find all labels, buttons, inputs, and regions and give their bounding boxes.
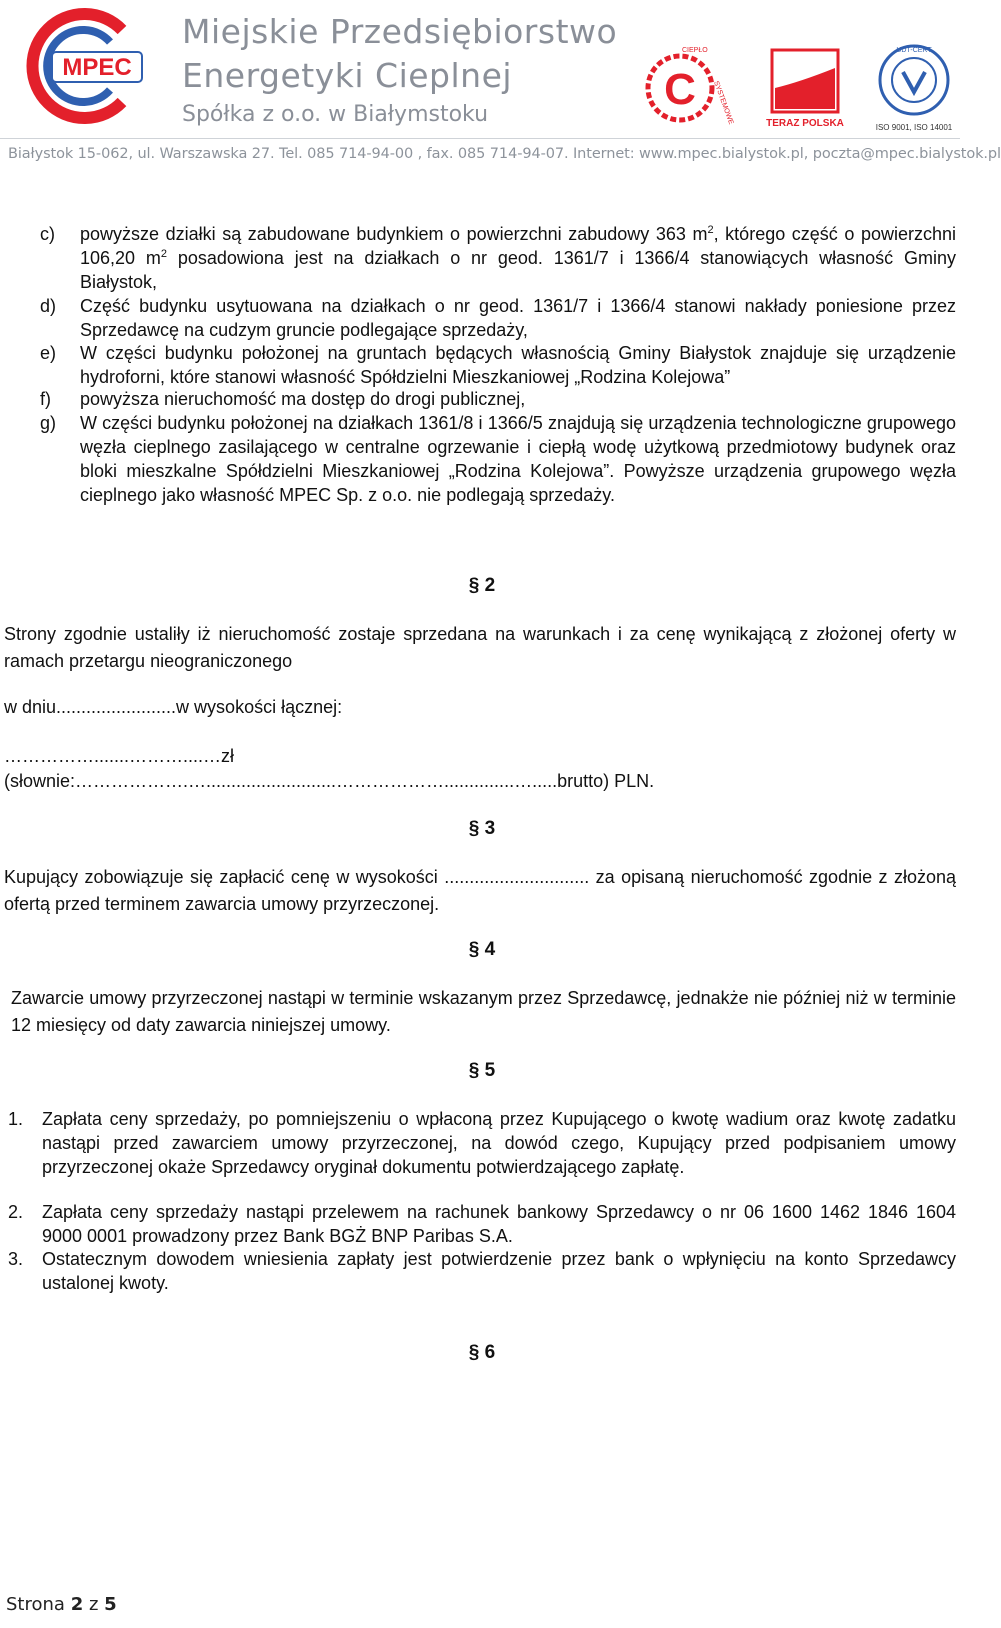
- list-item-f: [40, 387, 956, 411]
- section-2-date-line: w dniu........................w wysokości łącznej:: [4, 697, 343, 717]
- section-heading-6: § 6: [468, 1342, 496, 1363]
- section-2-paragraph: Strony zgodnie ustaliły iż nieruchomość zostaje sprzedana na warunkach i za cenę wynikającą z złożonej oferty w ramach przetargu nieograniczonego: [4, 624, 956, 671]
- company-address: Białystok 15-062, ul. Warszawska 27. Tel. 085 714-94-00 , fax. 085 714-94-07. Internet: www.mpec.bialystok.pl, poczta@mpec.bialystok.pl: [8, 146, 1001, 162]
- footer-page-number: 2: [70, 1594, 84, 1615]
- section-heading-5: § 5: [468, 1060, 496, 1081]
- list-item-c: [40, 222, 956, 294]
- list-item-e: [40, 341, 956, 389]
- company-line-3: Spółka z o.o. w Białymstoku: [182, 102, 489, 127]
- page-footer: [6, 1594, 117, 1615]
- numbered-item-1: [8, 1107, 956, 1179]
- numbered-item-3: [8, 1247, 956, 1295]
- svg-text:TERAZ POLSKA: TERAZ POLSKA: [766, 118, 844, 129]
- svg-text:CIEPŁO: CIEPŁO: [682, 47, 708, 54]
- list-item-text: Część budynku usytuowana na działkach o nr geod. 1361/7 i 1366/4 stanowi nakłady poniesione przez Sprzedawcę na cudzym gruncie podlegające sprzedaży,: [80, 296, 956, 340]
- numbered-item-2: [8, 1200, 956, 1248]
- list-item-text: powyższe działki są zabudowane budynkiem o powierzchni zabudowy 363 $m^2$, którego część o powierzchni 106,20 $m^2$ posadowiona jest na działkach o nr geod. 1361/7 i 1366/4 stanowiących własność Gminy Białystok,: [80, 224, 957, 292]
- list-item-label: c): [40, 224, 55, 244]
- list-item-text: powyższa nieruchomość ma dostęp do drogi publicznej,: [80, 389, 526, 409]
- numbered-item-text: Zapłata ceny sprzedaży, po pomniejszeniu o wpłaconą przez Kupującego o kwotę wadium oraz kwotę zadatku nastąpi przed zawarciem umowy przyrzeczonej, na dowód czego, Kupujący przed podpisaniem umowy przyrzeczonej okaże Sprzedawcy oryginał dokumentu potwierdzającego zapłatę.: [42, 1109, 956, 1177]
- list-item-text: W części budynku położonej na działkach 1361/8 i 1366/5 znajdują się urządzenia technologiczne grupowego węzła cieplnego zasilającego w centralne ogrzewanie i ciepłą wodę użytkową przedmiotowy budynek oraz bloki mieszkalne Spółdzielni Mieszkaniowej „Rodzina Kolejowa”. Powyższe urządzenia grupowego węzła cieplnego jako własność MPEC Sp. z o.o. nie podlegają sprzedaży.: [80, 413, 956, 505]
- numbered-item-label: 3.: [8, 1249, 24, 1269]
- company-line-1: Miejskie Przedsiębiorstwo: [182, 12, 618, 51]
- section-4-paragraph: Zawarcie umowy przyrzeczonej nastąpi w terminie wskazanym przez Sprzedawcę, jednakże nie później niż w terminie 12 miesięcy od daty zawarcia niniejszej umowy.: [11, 988, 956, 1035]
- svg-text:C: C: [664, 65, 696, 114]
- section-2-words-line: (słownie:……………….…..........................………………..............….....brutto) PLN.: [4, 771, 655, 791]
- list-item-d: [40, 294, 956, 342]
- list-item-g: [40, 411, 956, 507]
- list-item-label: f): [40, 389, 51, 409]
- footer-page-total: 5: [104, 1594, 117, 1615]
- section-heading-2: § 2: [468, 575, 496, 596]
- footer-prefix: Strona: [6, 1594, 65, 1615]
- teraz-polska-badge: [766, 48, 844, 130]
- company-line-2: Energetyki Cieplnej: [182, 56, 513, 95]
- mpec-logo-text: MPEC: [62, 54, 132, 81]
- svg-text:SYSTEMOWE: SYSTEMOWE: [712, 80, 735, 126]
- numbered-item-label: 2.: [8, 1202, 24, 1222]
- svg-text:ISO 9001, ISO 14001: ISO 9001, ISO 14001: [875, 123, 953, 132]
- numbered-item-text: Zapłata ceny sprzedaży nastąpi przelewem na rachunek bankowy Sprzedawcy o nr 06 1600 1462 1846 1604 9000 0001 prowadzony przez Bank BGŻ BNP Paribas S.A.: [42, 1202, 956, 1246]
- mpec-logo: [14, 10, 144, 122]
- list-item-text: W części budynku położonej na gruntach będących własnością Gminy Białystok znajduje się urządzenie hydroforni, które stanowi własność Spółdzielni Mieszkaniowej „Rodzina Kolejowa”: [80, 343, 956, 387]
- numbered-item-text: Ostatecznym dowodem wniesienia zapłaty jest potwierdzenie przez bank o wpłynięciu na konto Sprzedawcy ustalonej kwoty.: [42, 1249, 956, 1293]
- letterhead: [0, 0, 1001, 170]
- list-item-label: g): [40, 413, 57, 433]
- section-3-paragraph: Kupujący zobowiązuje się zapłacić cenę w wysokości ............................. za opisaną nieruchomość zgodnie z złożoną ofertą przed terminem zawarcia umowy przyrzeczonej.: [4, 867, 956, 914]
- footer-separator: z: [88, 1594, 99, 1615]
- numbered-item-label: 1.: [8, 1109, 24, 1129]
- cieplo-systemowe-badge: [640, 42, 735, 130]
- udt-cert-badge: [874, 42, 954, 134]
- company-name: [182, 10, 617, 132]
- svg-text:UDT-CERT: UDT-CERT: [896, 47, 932, 54]
- list-item-label: e): [40, 343, 57, 363]
- list-item-label: d): [40, 296, 57, 316]
- section-2-amount-line: …………….......………....…zł: [4, 746, 235, 766]
- section-heading-3: § 3: [468, 818, 496, 839]
- section-heading-4: § 4: [468, 939, 496, 960]
- header-divider: [0, 138, 960, 139]
